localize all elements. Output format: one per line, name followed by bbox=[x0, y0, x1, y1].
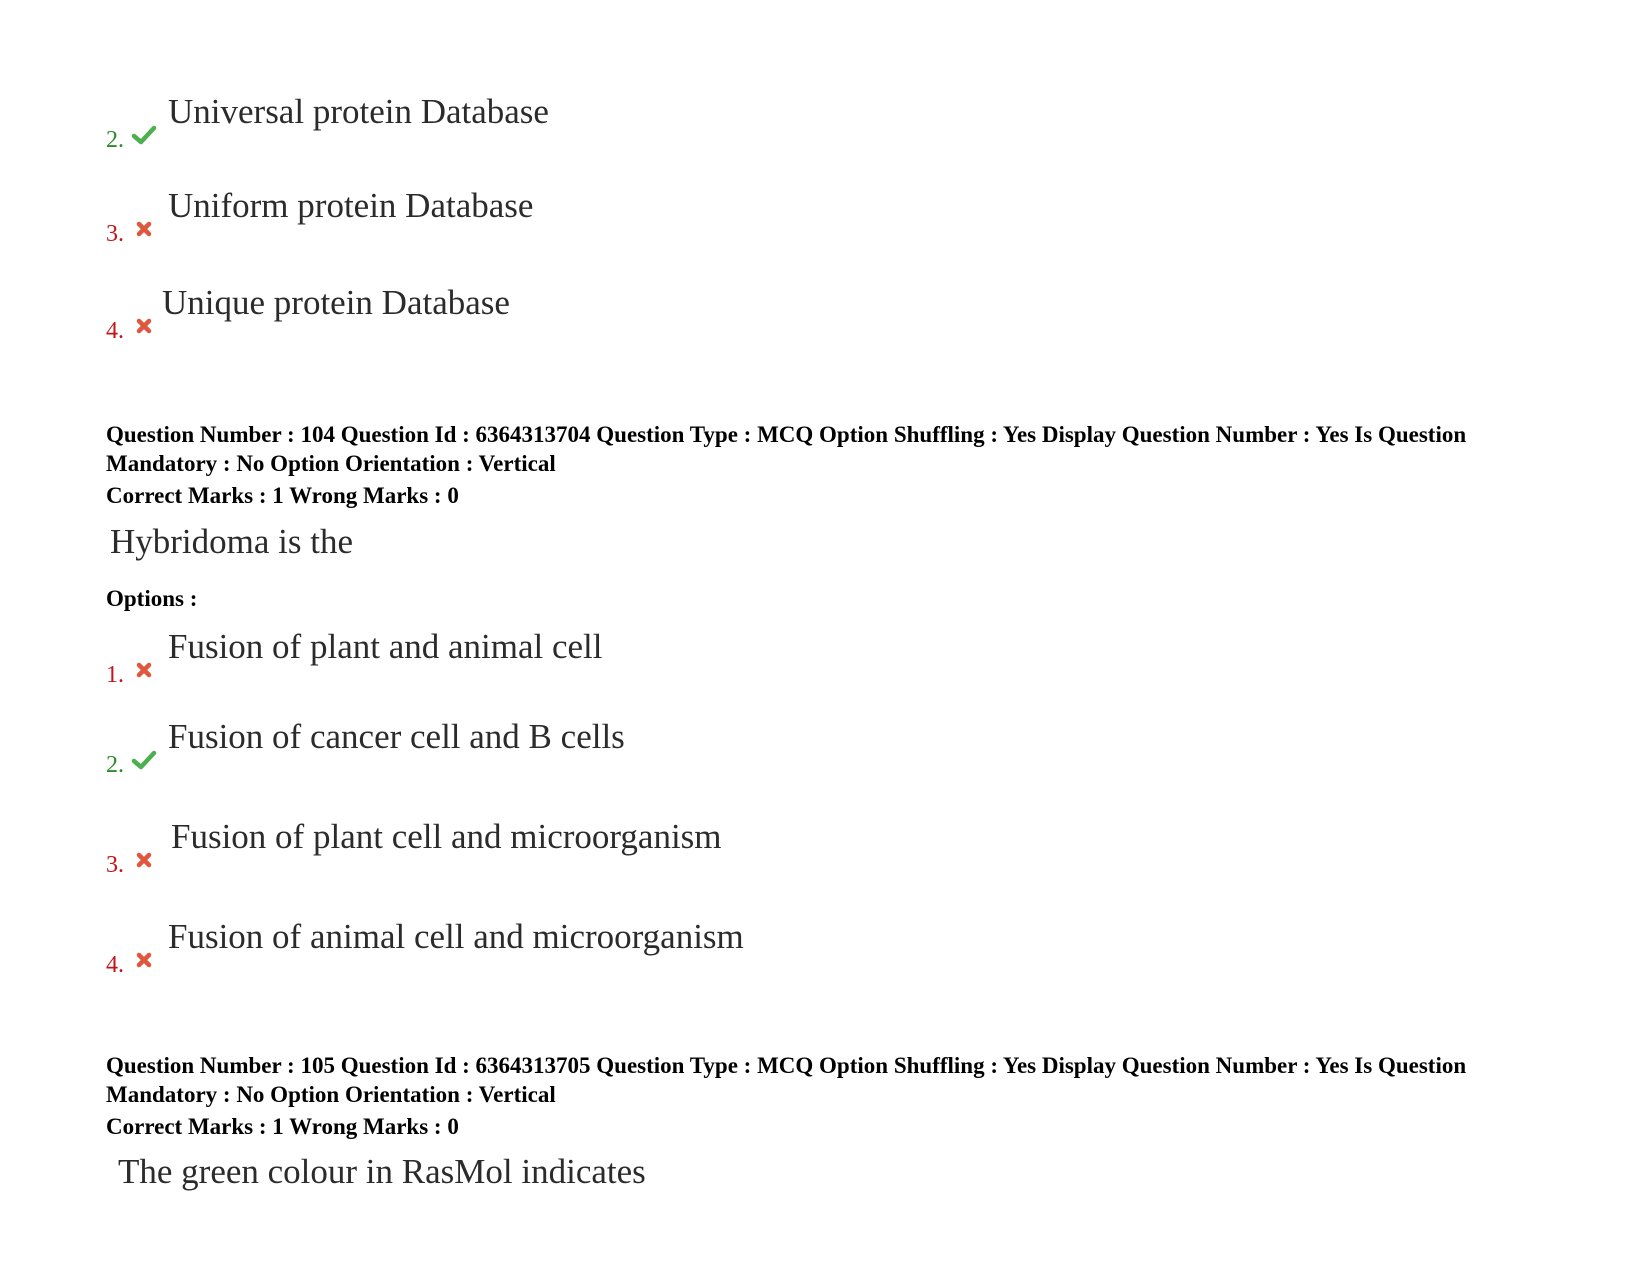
option-text: Uniform protein Database bbox=[168, 186, 534, 225]
option-text: Fusion of animal cell and microorganism bbox=[168, 917, 744, 956]
cross-icon bbox=[131, 847, 157, 873]
question-marks-104: Correct Marks : 1 Wrong Marks : 0 bbox=[106, 483, 459, 508]
option-text: Fusion of cancer cell and B cells bbox=[168, 717, 625, 756]
question-text-104: Hybridoma is the bbox=[110, 522, 354, 561]
check-icon bbox=[131, 122, 157, 148]
question-meta-104: Question Number : 104 Question Id : 6364313704 Question Type : MCQ Option Shuffling : Yes Display Question Number : Yes Is Question Mandatory : No Option Orientation : Vertical bbox=[106, 422, 1467, 476]
prev-option-2 bbox=[106, 92, 1006, 152]
prev-option-4 bbox=[106, 283, 1006, 343]
q104-option-1 bbox=[106, 627, 1006, 687]
option-text: Universal protein Database bbox=[168, 92, 549, 131]
option-number: 2. bbox=[106, 752, 124, 778]
option-number: 2. bbox=[106, 127, 124, 153]
cross-icon bbox=[131, 947, 157, 973]
options-label: Options : bbox=[106, 586, 198, 611]
check-icon bbox=[131, 747, 157, 773]
option-number: 3. bbox=[106, 852, 124, 878]
q104-option-2 bbox=[106, 717, 1006, 777]
q104-option-4 bbox=[106, 917, 1006, 977]
cross-icon bbox=[131, 657, 157, 683]
question-meta-105: Question Number : 105 Question Id : 6364313705 Question Type : MCQ Option Shuffling : Yes Display Question Number : Yes Is Question Mandatory : No Option Orientation : Vertical bbox=[106, 1053, 1467, 1107]
prev-option-3 bbox=[106, 186, 1006, 246]
question-marks-105: Correct Marks : 1 Wrong Marks : 0 bbox=[106, 1114, 459, 1139]
option-number: 4. bbox=[106, 952, 124, 978]
question-text-105: The green colour in RasMol indicates bbox=[118, 1152, 646, 1191]
option-text: Unique protein Database bbox=[162, 283, 510, 322]
cross-icon bbox=[131, 313, 157, 339]
q104-option-3 bbox=[106, 817, 1006, 877]
option-number: 3. bbox=[106, 221, 124, 247]
option-text: Fusion of plant and animal cell bbox=[168, 627, 603, 666]
option-number: 1. bbox=[106, 662, 124, 688]
cross-icon bbox=[131, 216, 157, 242]
option-number: 4. bbox=[106, 318, 124, 344]
option-text: Fusion of plant cell and microorganism bbox=[171, 817, 722, 856]
